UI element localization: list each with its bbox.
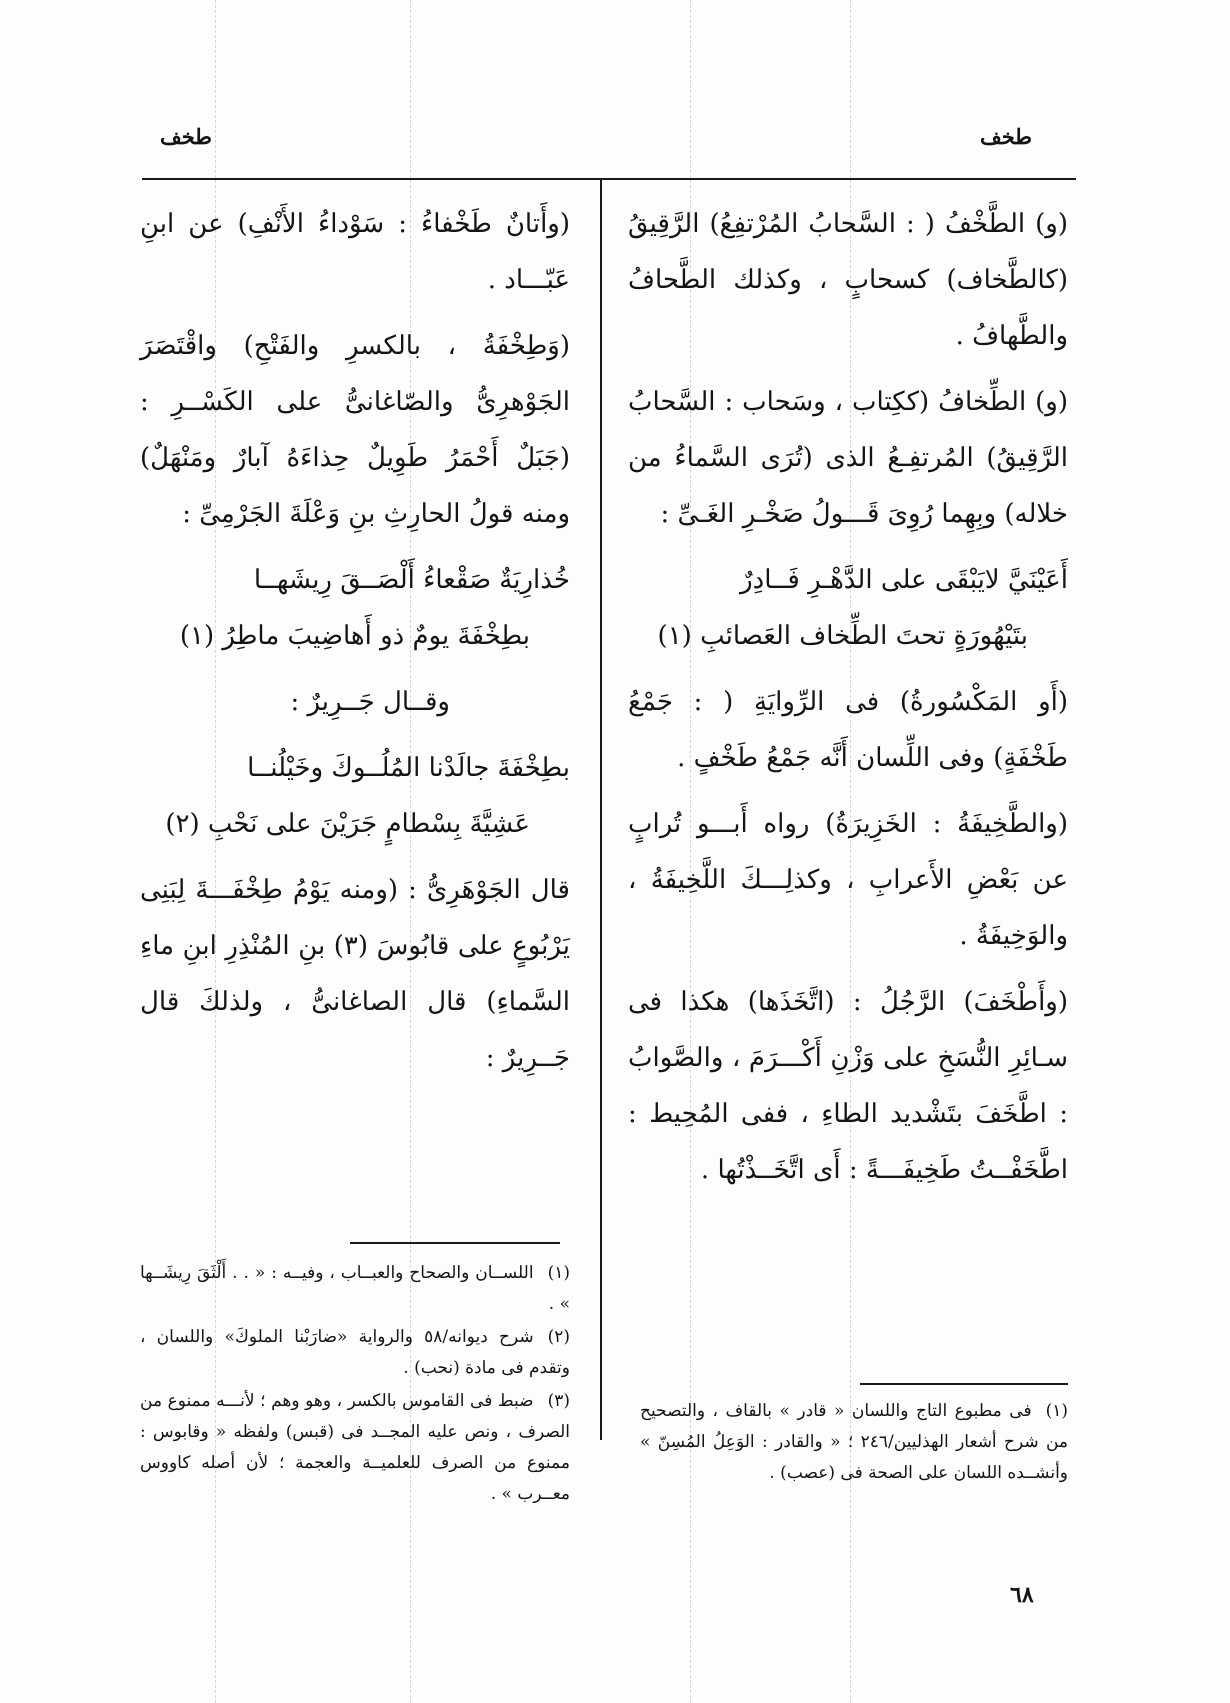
- header-left-word: طخف: [160, 124, 213, 149]
- poem-verse: [628, 552, 1068, 664]
- right-column: [628, 196, 1068, 1208]
- entry-paragraph: (أَو المَكْسُورةُ) فى الرِّوايَةِ ( : جَمْعُ طَخْفَةٍ) وفى اللِّسان أَنَّه جَمْعُ طَخْفٍ .: [628, 687, 1068, 773]
- entry-paragraph: (و) الطَّخْفُ ( : السَّحابُ المُرْتفِعُ) الرَّقِيقُ (كالطَّخاف) كسحابٍ ، وكذلك الطَّحافُ والطَّهافُ .: [628, 209, 1068, 351]
- footnote-rule: [350, 1242, 560, 1244]
- verse-hemistich: أَعَيْنَيَّ لايَبْقَى على الدَّهْـرِ فَــادِرٌ: [740, 565, 1068, 595]
- footnote-text: اللســان والصحاح والعبــاب ، وفيــه : « . . أَلْثَقَ رِيشَــها » .: [140, 1263, 570, 1314]
- poem-verse: [140, 740, 570, 852]
- verse-hemistich: بطِخْفَةَ يومٌ ذو أَهاضِيبَ ماطِرُ (١): [179, 621, 530, 651]
- verse-hemistich: عَشِيَّةَ بِسْطامٍ جَرَيْنَ على نَحْبِ (٢): [165, 809, 530, 839]
- page-number: ٦٨: [1010, 1582, 1034, 1608]
- footnote-text: ضبط فى القاموس بالكسر ، وهو وهم ؛ لأنـــه ممنوع من الصرف ، ونص عليه المجــد فى (قبس) ولفظه « وقابوس : ممنوع من الصرف للعلميــة والعجمة ؛ لأن أصله كاووس معــرب » .: [140, 1391, 570, 1504]
- header-rule: [142, 178, 1076, 180]
- entry-paragraph: قال الجَوْهَرِىُّ : (ومنه يَوْمُ طِخْفَـــةَ لِبَنِى يَرْبُوعٍ على قابُوسَ (٣) بنِ المُنْذِرِ ابنِ ماءِ السَّماءِ) قال الصاغانىُّ ، ولذلكَ قال جَــرِيرٌ :: [140, 875, 570, 1073]
- header-right-word: طخف: [980, 124, 1033, 149]
- footnote-rule: [860, 1383, 1068, 1385]
- verse-hemistich: بتَيْهُورَةٍ تحتَ الطِّخاف العَصائبِ (١): [657, 621, 1028, 651]
- poet-intro-line: وقــال جَــرِيرٌ :: [290, 687, 450, 717]
- footnote-number: (٢): [547, 1327, 570, 1347]
- verse-hemistich: خُذارِيَةٌ صَقْعاءُ أَلْصَــقَ رِيشَهــا: [253, 565, 570, 595]
- entry-paragraph: (والطَّخِيفَةُ : الخَزِيرَةُ) رواه أَبـــو تُرابٍ عن بَعْضِ الأَعرابِ ، وكذلِـــكَ اللَّخِيفَةُ ، والوَخِيفَةُ .: [628, 809, 1068, 951]
- footnote-number: (١): [547, 1263, 570, 1283]
- footnote-number: (١): [1045, 1401, 1068, 1421]
- footnote-text: شرح ديوانه/٥٨ والرواية «ضارَبْنا الملوكَ» واللسان ، وتقدم فى مادة (نحب) .: [140, 1327, 570, 1378]
- verse-hemistich: بطِخْفَةَ جالَدْنا المُلُــوكَ وخَيْلُنــا: [247, 753, 570, 783]
- footnote: [640, 1396, 1068, 1489]
- column-divider: [600, 178, 602, 1440]
- footnote: [140, 1258, 570, 1320]
- footnote: [140, 1386, 570, 1510]
- entry-paragraph: (و) الطِّخافُ (ككِتاب ، وسَحاب : السَّحابُ الرَّقِيقُ) المُرتفِـعُ الذى (تُرَى السَّماءُ من خلاله) وبِهِما رُوِىَ قَـــولُ صَخْـرِ الغَـىِّ :: [628, 387, 1068, 529]
- footnote-number: (٣): [547, 1391, 570, 1411]
- entry-paragraph: (وأَطْخَفَ) الرَّجُلُ : (اتَّخَذَها) هكذا فى سـائِرِ النُّسَخِ على وَزْنِ أَكْـــرَمَ ، والصَّوابُ : اطَّخَفَ بتَشْديد الطاءِ ، ففى المُحِيط : اطَّخَفْــتُ طَخِيفَـــةً : أَى اتَّخَــذْتُها .: [628, 987, 1068, 1185]
- right-footnotes: [640, 1396, 1068, 1491]
- left-column: [140, 196, 570, 1096]
- left-footnotes: [140, 1258, 570, 1512]
- entry-paragraph: (وأَتانٌ طَخْفاءُ : سَوْداءُ الأَنْفِ) عن ابنِ عَبّـــاد .: [140, 209, 570, 295]
- footnote: [140, 1322, 570, 1384]
- entry-paragraph: (وَطِخْفَةُ ، بالكسرِ والفَتْحِ) واقْتَصَرَ الجَوْهرِىُّ والصّاغانىُّ على الكَسْــرِ : (جَبَلٌ أَحْمَرُ طَوِيلٌ حِذاءَهُ آبارٌ ومَنْهَلٌ) ومنه قولُ الحارِثِ بنِ وَعْلَةَ الجَرْمِىِّ :: [140, 331, 570, 529]
- poem-verse: [140, 552, 570, 664]
- footnote-text: فى مطبوع التاج واللسان « قادر » بالقاف ، والتصحيح من شرح أشعار الهذليين/٢٤٦ ؛ « والقادر : الوَعِلُ المُسِنّ » وأنشــده اللسان على الصحة فى (عصب) .: [640, 1401, 1068, 1483]
